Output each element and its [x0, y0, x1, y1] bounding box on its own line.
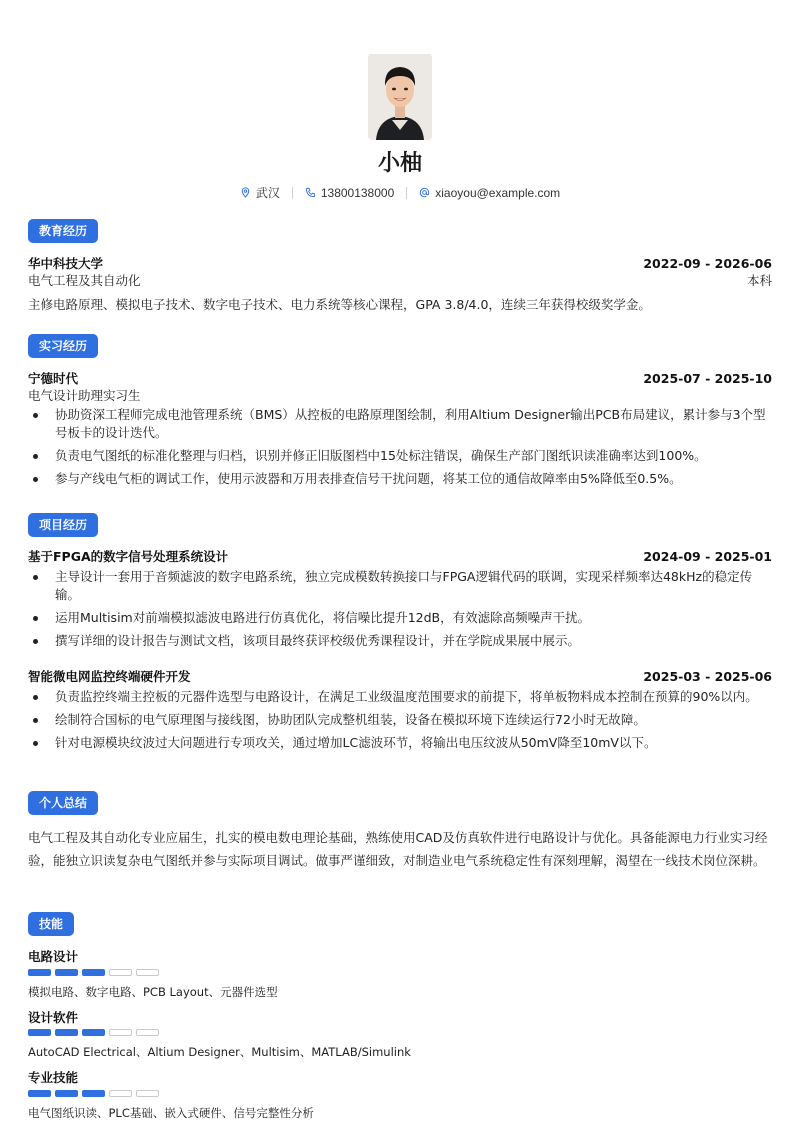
skill-segment-empty [109, 1029, 132, 1036]
skill-segment-filled [55, 969, 78, 976]
phone-text[interactable]: 13800138000 [320, 185, 395, 200]
project-bullets [28, 568, 772, 655]
contact-divider [406, 187, 407, 199]
skill-segment-empty [136, 969, 159, 976]
skill-segment-empty [136, 1029, 159, 1036]
skill-level-bar [28, 1029, 159, 1036]
skill-segment-filled [82, 969, 105, 976]
contact-email [419, 186, 560, 200]
company-name: 宁德时代 [28, 371, 79, 386]
internship-row [28, 369, 772, 387]
internship-date: 2025-07 - 2025-10 [643, 371, 772, 386]
education-major-row [28, 271, 772, 289]
contact-bar [0, 184, 800, 201]
list-item: 撰写详细的设计报告与测试文档，该项目最终获评校级优秀课程设计，并在学院成果展中展示。 [28, 632, 772, 650]
list-item: 针对电源模块纹波过大问题进行专项攻关，通过增加LC滤波环节，将输出电压纹波从50mV降至10mV以下。 [28, 734, 772, 752]
map-pin-icon [240, 187, 251, 198]
list-item: 协助资深工程师完成电池管理系统（BMS）从控板的电路原理图绘制，利用Altium Designer输出PCB布局建议，累计参与3个型号板卡的设计迭代。 [28, 406, 772, 442]
skill-name: 专业技能 [28, 1070, 79, 1085]
location-text: 武汉 [255, 186, 280, 200]
skill-description: 电气图纸识读、PLC基础、嵌入式硬件、信号完整性分析 [28, 1106, 314, 1120]
skill-name: 电路设计 [28, 949, 79, 964]
project-title: 智能微电网监控终端硬件开发 [28, 669, 191, 684]
skill-segment-filled [28, 1090, 51, 1097]
project-date: 2025-03 - 2025-06 [643, 669, 772, 684]
contact-divider [292, 187, 293, 199]
contact-phone [305, 186, 394, 200]
skill-description: AutoCAD Electrical、Altium Designer、Multisim、MATLAB/Simulink [28, 1045, 411, 1059]
avatar [368, 54, 432, 140]
degree: 本科 [746, 273, 772, 288]
section-internship-header: 实习经历 [28, 334, 98, 358]
list-item: 主导设计一套用于音频滤波的数字电路系统，独立完成模数转换接口与FPGA逻辑代码的联调，实现采样频率达48kHz的稳定传输。 [28, 568, 772, 604]
summary-text: 电气工程及其自动化专业应届生，扎实的模电数电理论基础，熟练使用CAD及仿真软件进行电路设计与优化。具备能源电力行业实习经验，能独立识读复杂电气图纸并参与实际项目调试。做事严谨细致，对制造业电气系统稳定性有深刻理解，渴望在一线技术岗位深耕。 [28, 830, 768, 868]
section-skills-header: 技能 [28, 912, 74, 936]
project-bullets [28, 688, 772, 757]
skill-segment-filled [55, 1029, 78, 1036]
skill-segment-filled [55, 1090, 78, 1097]
school-name: 华中科技大学 [28, 256, 104, 271]
skill-segment-filled [28, 1029, 51, 1036]
skill-segment-empty [109, 969, 132, 976]
phone-icon [305, 187, 316, 198]
internship-role-row [28, 386, 772, 404]
education-row [28, 254, 772, 272]
skill-level-bar [28, 1090, 159, 1097]
project-row [28, 667, 772, 685]
skill-level-bar [28, 969, 159, 976]
skill-segment-filled [82, 1029, 105, 1036]
skill-segment-filled [28, 969, 51, 976]
project-date: 2024-09 - 2025-01 [643, 549, 772, 564]
major: 电气工程及其自动化 [28, 273, 141, 288]
internship-bullets [28, 406, 772, 493]
email-text[interactable]: xiaoyou@example.com [435, 185, 561, 200]
skill-segment-empty [109, 1090, 132, 1097]
education-date: 2022-09 - 2026-06 [643, 256, 772, 271]
section-education-header: 教育经历 [28, 219, 98, 243]
at-sign-icon [419, 187, 430, 198]
project-title: 基于FPGA的数字信号处理系统设计 [28, 549, 229, 564]
list-item: 参与产线电气柜的调试工作，使用示波器和万用表排查信号干扰问题，将某工位的通信故障率由5%降低至0.5%。 [28, 470, 772, 488]
internship-role: 电气设计助理实习生 [28, 388, 141, 403]
candidate-name: 小柚 [377, 151, 422, 176]
list-item: 绘制符合国标的电气原理图与接线图，协助团队完成整机组装，设备在模拟环境下连续运行72小时无故障。 [28, 711, 772, 729]
list-item: 负责监控终端主控板的元器件选型与电路设计，在满足工业级温度范围要求的前提下，将单板物料成本控制在预算的90%以内。 [28, 688, 772, 706]
skill-segment-filled [82, 1090, 105, 1097]
education-description: 主修电路原理、模拟电子技术、数字电子技术、电力系统等核心课程，GPA 3.8/4.0，连续三年获得校级奖学金。 [28, 297, 651, 312]
project-row [28, 547, 772, 565]
skill-name: 设计软件 [28, 1010, 79, 1025]
skill-segment-empty [136, 1090, 159, 1097]
list-item: 运用Multisim对前端模拟滤波电路进行仿真优化，将信噪比提升12dB，有效滤除高频噪声干扰。 [28, 609, 772, 627]
avatar-photo [368, 54, 432, 140]
contact-location [240, 184, 280, 201]
section-projects-header: 项目经历 [28, 513, 98, 537]
skill-description: 模拟电路、数字电路、PCB Layout、元器件选型 [28, 985, 278, 999]
list-item: 负责电气图纸的标准化整理与归档，识别并修正旧版图档中15处标注错误，确保生产部门图纸识读准确率达到100%。 [28, 447, 772, 465]
section-summary-header: 个人总结 [28, 791, 98, 815]
